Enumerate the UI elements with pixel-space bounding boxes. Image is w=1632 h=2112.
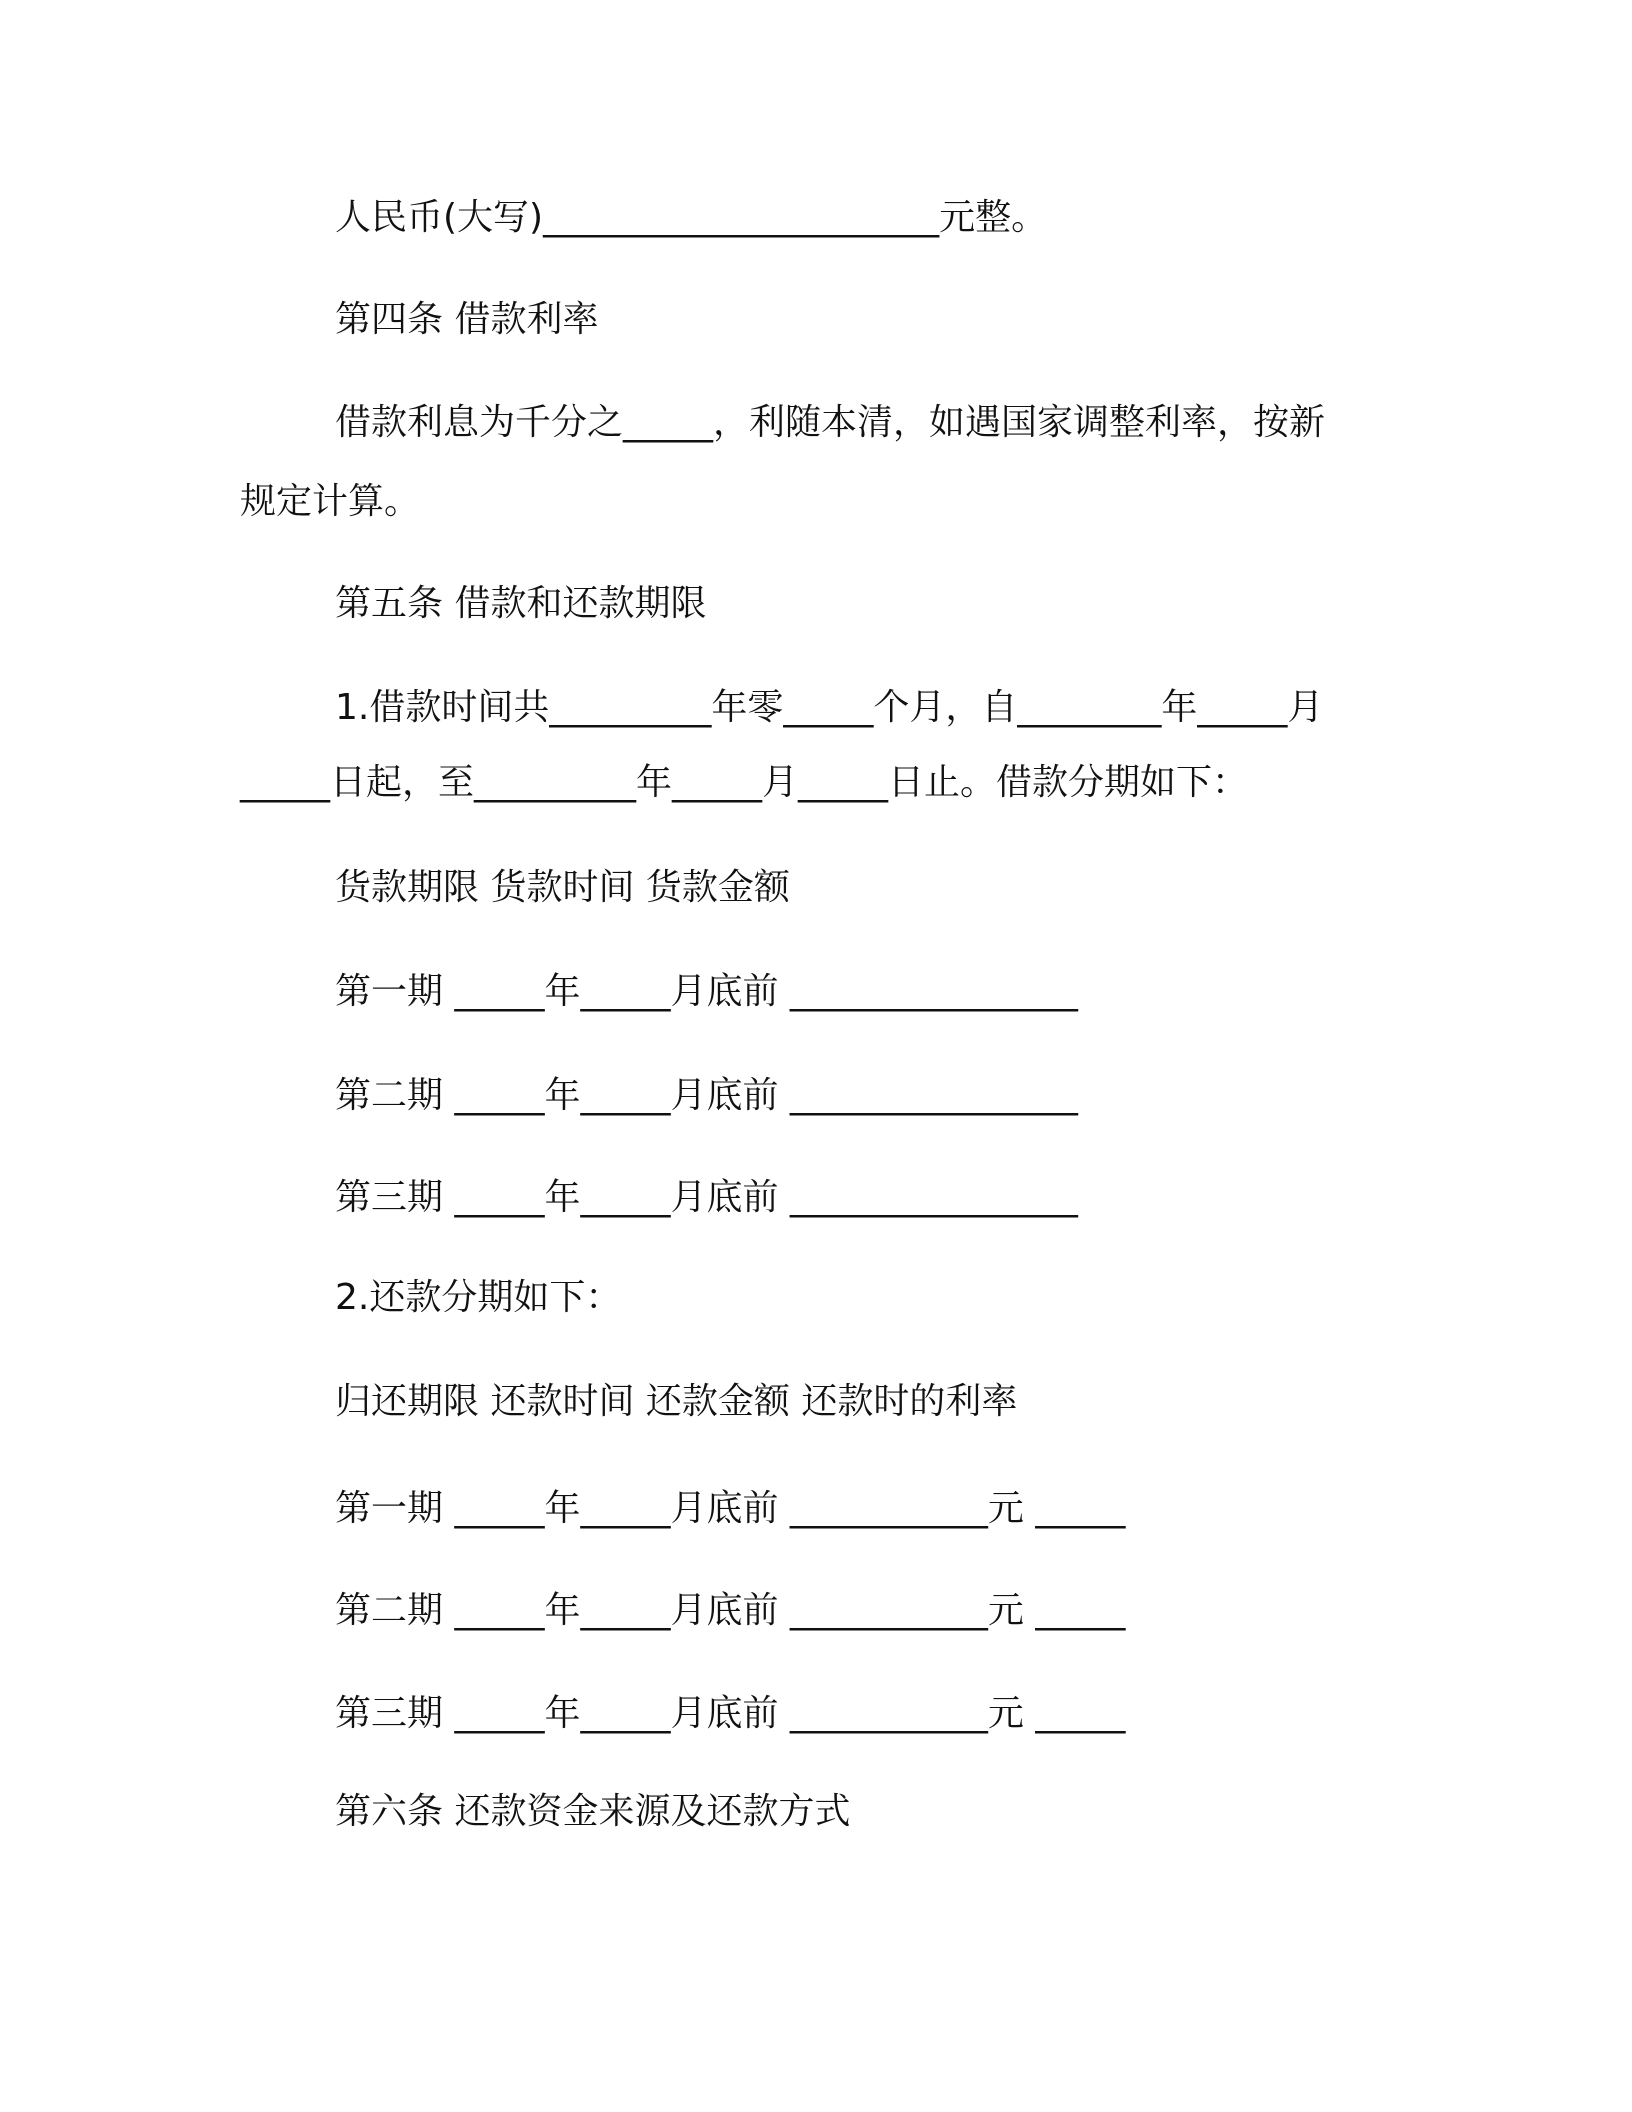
article-6-heading: 第六条 还款资金来源及还款方式 xyxy=(335,1791,851,1832)
repayment-schedule-heading: 2.还款分期如下： xyxy=(335,1277,622,1318)
repayment-installment-2: 第二期 _____年_____月底前 ___________元 _____ xyxy=(335,1590,1126,1631)
rmb-amount-line: 人民币(大写)______________________元整。 xyxy=(335,197,1048,238)
repayment-installment-1: 第一期 _____年_____月底前 ___________元 _____ xyxy=(335,1488,1126,1529)
interest-rate-line: 借款利息为千分之_____，利随本清，如遇国家调整利率，按新 xyxy=(335,402,1326,443)
loan-period-line: 1.借款时间共_________年零_____个月，自________年_____月 xyxy=(335,687,1324,728)
repayment-table-header: 归还期限 还款时间 还款金额 还款时的利率 xyxy=(335,1381,1018,1422)
loan-installment-1: 第一期 _____年_____月底前 ________________ xyxy=(335,971,1078,1012)
loan-installment-2: 第二期 _____年_____月底前 ________________ xyxy=(335,1075,1078,1116)
loan-period-line-cont: _____日起，至_________年_____月_____日止。借款分期如下： xyxy=(240,762,1249,803)
interest-rate-line-cont: 规定计算。 xyxy=(240,481,421,522)
loan-installment-3: 第三期 _____年_____月底前 ________________ xyxy=(335,1177,1078,1218)
article-4-heading: 第四条 借款利率 xyxy=(335,299,599,340)
article-5-heading: 第五条 借款和还款期限 xyxy=(335,583,707,624)
repayment-installment-3: 第三期 _____年_____月底前 ___________元 _____ xyxy=(335,1693,1126,1734)
loan-table-header: 货款期限 货款时间 货款金额 xyxy=(335,867,790,908)
